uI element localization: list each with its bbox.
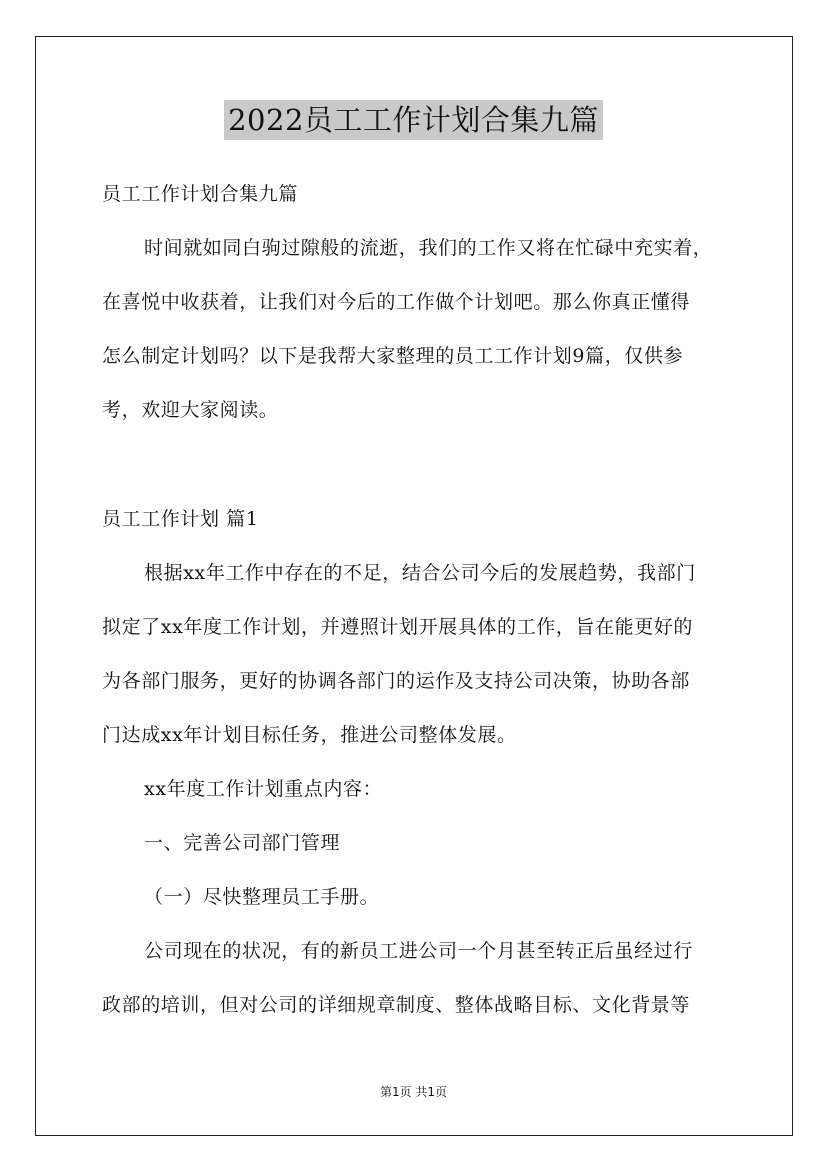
section-heading: 员工工作计划 篇1 <box>102 508 259 530</box>
paragraph-line: 拟定了xx年度工作计划，并遵照计划开展具体的工作，旨在能更好的 <box>102 616 694 638</box>
paragraph-line: 政部的培训，但对公司的详细规章制度、整体战略目标、文化背景等 <box>102 994 691 1016</box>
page-footer: 第1页 共1页 <box>379 1085 448 1099</box>
intro-heading: 员工工作计划合集九篇 <box>102 183 299 205</box>
paragraph-line: 公司现在的状况，有的新员工进公司一个月甚至转正后虽经过行 <box>144 940 693 962</box>
paragraph-line: 在喜悦中收获着，让我们对今后的工作做个计划吧。那么你真正懂得 <box>102 291 691 313</box>
title-container <box>0 100 827 140</box>
paragraph-line: 时间就如同白驹过隙般的流逝，我们的工作又将在忙碌中充实着， <box>144 237 713 259</box>
subheading-line: 一、完善公司部门管理 <box>144 832 341 854</box>
subheading-line: xx年度工作计划重点内容： <box>144 778 383 800</box>
document-title: 2022员工工作计划合集九篇 <box>224 100 603 140</box>
paragraph-line: 为各部门服务，更好的协调各部门的运作及支持公司决策，协助各部 <box>102 670 691 692</box>
paragraph-line: 考，欢迎大家阅读。 <box>102 399 279 421</box>
paragraph-line: 怎么制定计划吗？以下是我帮大家整理的员工工作计划9篇，仅供参 <box>102 345 684 367</box>
subheading-line: （一）尽快整理员工手册。 <box>144 886 380 908</box>
paragraph-line: 门达成xx年计划目标任务，推进公司整体发展。 <box>102 724 517 746</box>
paragraph-line: 根据xx年工作中存在的不足，结合公司今后的发展趋势，我部门 <box>144 562 696 584</box>
